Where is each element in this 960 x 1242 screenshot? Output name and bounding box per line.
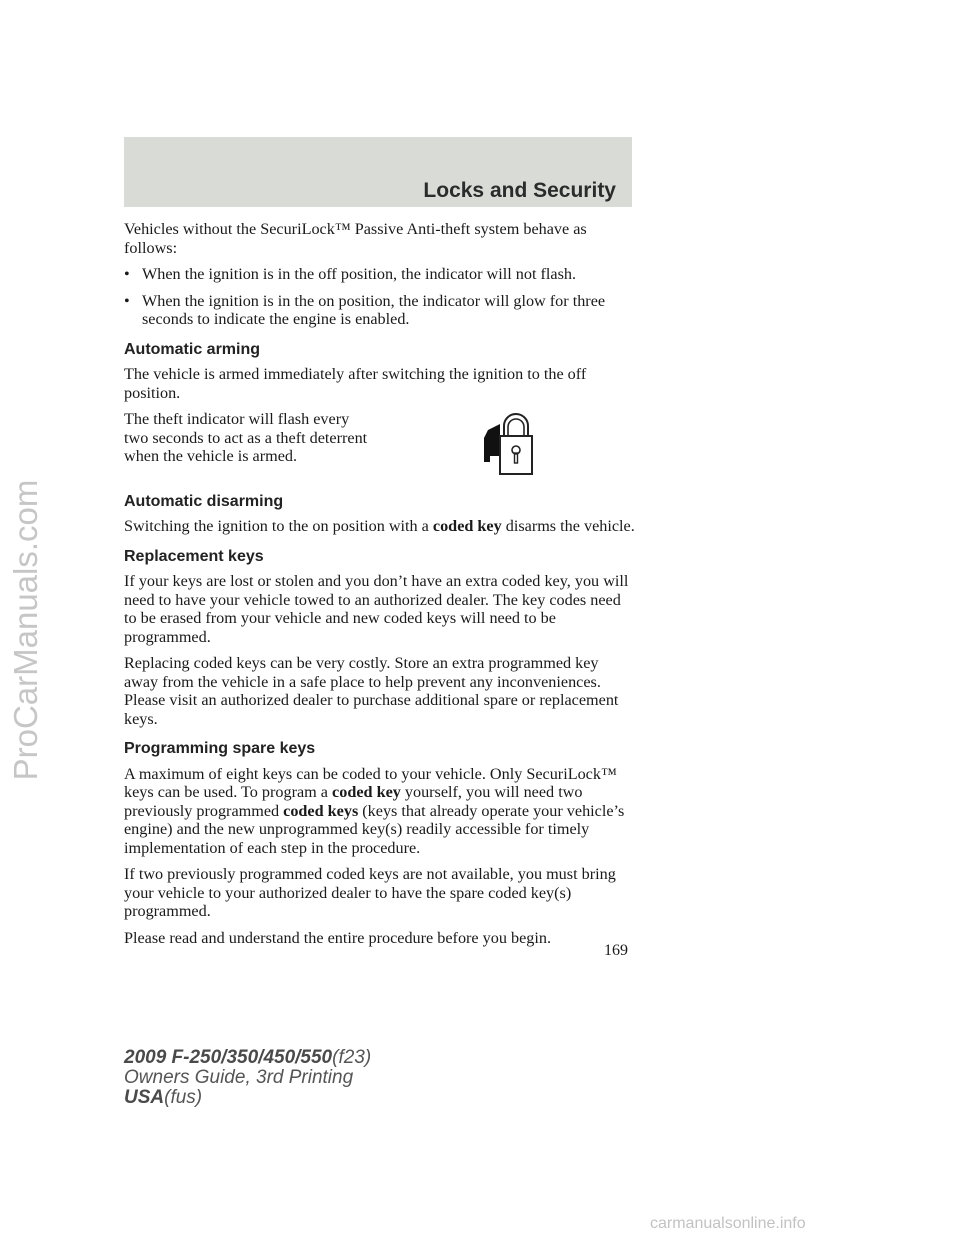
document-footer bbox=[124, 1048, 371, 1108]
programming-bold-term: coded keys bbox=[283, 801, 359, 820]
disarming-text-a: Switching the ignition to the on position with a bbox=[124, 517, 429, 535]
replacement-paragraph-2: Replacing coded keys can be very costly. Store an extra programmed key away from the vehicle in a safe place to help prevent any inconveniences. Please visit an authorized dealer to purchase additional spare or replacement keys. bbox=[124, 654, 619, 728]
disarming-text-b: disarms the vehicle. bbox=[505, 517, 635, 535]
theft-indicator-paragraph: The theft indicator will flash every two seconds to act as a theft deterrent when the vehicle is armed. bbox=[124, 410, 368, 465]
heading-programming-spare-keys: Programming spare keys bbox=[124, 740, 316, 757]
bullet-item bbox=[124, 292, 636, 329]
bullet-glyph: • bbox=[124, 265, 130, 283]
replacement-paragraph-1: If your keys are lost or stolen and you don’t have an extra coded key, you will need to have your vehicle towed to an authorized dealer. The key codes need to be erased from your vehicle and new coded keys will need to be programmed. bbox=[124, 572, 629, 646]
programming-text-c: yourself, you will need two previously programmed bbox=[124, 783, 583, 820]
arming-indicator-row bbox=[124, 410, 636, 481]
programming-text-a: A maximum of eight keys can be coded to your vehicle. Only SecuriLock™ keys can be used. To program a bbox=[124, 764, 617, 801]
programming-paragraph-3: Please read and understand the entire procedure before you begin. bbox=[124, 928, 551, 947]
arming-paragraph: The vehicle is armed immediately after switching the ignition to the off position. bbox=[124, 365, 587, 402]
bullet-glyph: • bbox=[124, 291, 130, 310]
site-watermark-footer: carmanualsonline.info bbox=[650, 1215, 806, 1232]
disarming-paragraph bbox=[124, 517, 636, 536]
watermark-text: ProCarManuals.com bbox=[7, 479, 44, 781]
footer-line-3 bbox=[124, 1088, 371, 1108]
page-number: 169 bbox=[604, 942, 628, 959]
page-content bbox=[124, 220, 636, 955]
disarming-bold-term: coded key bbox=[432, 517, 502, 535]
heading-automatic-arming: Automatic arming bbox=[124, 340, 261, 358]
footer-market-code: (fus) bbox=[164, 1087, 203, 1108]
footer-model: 2009 F-250/350/450/550 bbox=[124, 1047, 333, 1068]
footer-market: USA bbox=[124, 1087, 165, 1108]
programming-text-e: (keys that already operate your vehicle’s engine) and the new unprogrammed key(s) readily accessible for timely implementation of each step in the procedure. bbox=[124, 801, 625, 857]
footer-line-1 bbox=[124, 1048, 371, 1068]
heading-replacement-keys: Replacement keys bbox=[124, 547, 264, 565]
side-watermark bbox=[4, 380, 48, 880]
footer-code: (f23) bbox=[332, 1047, 372, 1068]
bullet-text: When the ignition is in the off position, the indicator will not flash. bbox=[142, 265, 577, 283]
bullet-text: When the ignition is in the on position, the indicator will glow for three seconds to indicate the engine is enabled. bbox=[142, 291, 606, 328]
car-lock-icon bbox=[480, 412, 540, 481]
programming-paragraph-2: If two previously programmed coded keys are not available, you must bring your vehicle to your authorized dealer to have the spare coded key(s) programmed. bbox=[124, 865, 616, 920]
programming-bold-term: coded key bbox=[332, 783, 401, 801]
section-title: Locks and Security bbox=[423, 179, 616, 202]
bullet-item bbox=[124, 265, 636, 284]
programming-paragraph-1 bbox=[124, 765, 636, 858]
footer-line-2: Owners Guide, 3rd Printing bbox=[124, 1067, 354, 1088]
intro-paragraph: Vehicles without the SecuriLock™ Passive Anti-theft system behave as follows: bbox=[124, 220, 587, 257]
section-header-band bbox=[124, 137, 632, 207]
heading-automatic-disarming: Automatic disarming bbox=[124, 492, 284, 510]
